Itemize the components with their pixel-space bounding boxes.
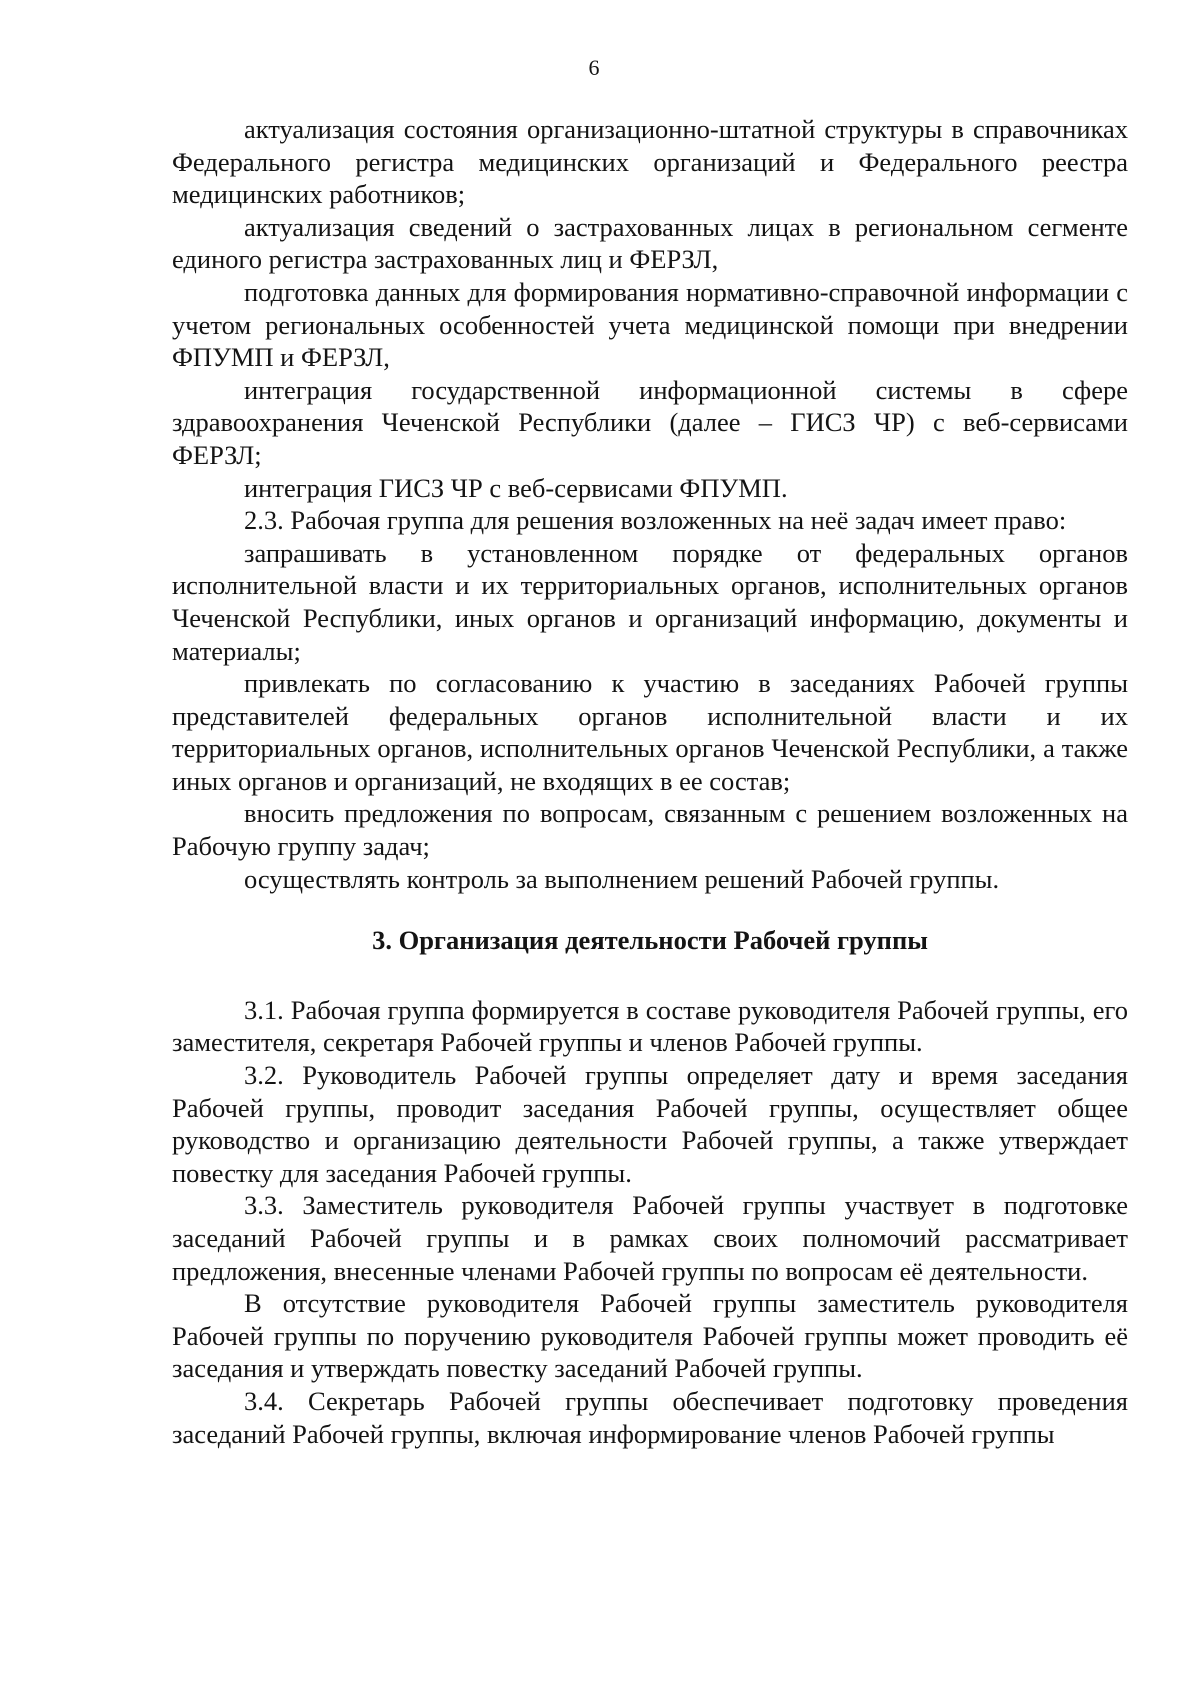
list-item-submit-proposals: вносить предложения по вопросам, связанным с решением возложенных на Рабочую группу задач; xyxy=(172,798,1128,862)
list-item-update-org-structure: актуализация состояния организационно-штатной структуры в справочниках Федерального регистра медицинских организаций и Федерального реестра медицинских работников; xyxy=(172,114,1128,210)
list-item-integration-ferzl: интеграция государственной информационной системы в сфере здравоохранения Чеченской Республики (далее – ГИСЗ ЧР) с веб-сервисами ФЕРЗЛ; xyxy=(172,374,1128,470)
list-item-update-insured-persons: актуализация сведений о застрахованных лицах в региональном сегменте единого регистра застрахованных лиц и ФЕРЗЛ, xyxy=(172,211,1128,275)
clause-3-1: 3.1. Рабочая группа формируется в составе руководителя Рабочей группы, его заместителя, секретаря Рабочей группы и членов Рабочей группы. xyxy=(172,994,1128,1058)
list-item-integration-fpump: интеграция ГИСЗ ЧР с веб-сервисами ФПУМП. xyxy=(244,472,788,503)
clause-3-3: 3.3. Заместитель руководителя Рабочей группы участвует в подготовке заседаний Рабочей группы и в рамках своих полномочий рассматривает предложения, внесенные членами Рабочей группы по вопросам её деятельности. xyxy=(172,1190,1128,1286)
clause-3-4: 3.4. Секретарь Рабочей группы обеспечивает подготовку проведения заседаний Рабочей группы, включая информирование членов Рабочей группы xyxy=(172,1385,1128,1449)
clause-2-3: 2.3. Рабочая группа для решения возложенных на неё задач имеет право: xyxy=(244,505,1067,536)
list-item-monitor-decisions: осуществлять контроль за выполнением решений Рабочей группы. xyxy=(244,863,1000,894)
clause-3-2: 3.2. Руководитель Рабочей группы определяет дату и время заседания Рабочей группы, проводит заседания Рабочей группы, осуществляет общее руководство и организацию деятельности Рабочей группы, а также утверждает повестку для заседания Рабочей группы. xyxy=(172,1060,1128,1188)
list-item-involve-representatives: привлекать по согласованию к участию в заседаниях Рабочей группы представителей федеральных органов исполнительной власти и их территориальных органов, исполнительных органов Чеченской Республики, а также иных органов и организаций, не входящих в ее состав; xyxy=(172,668,1128,796)
clause-3-3-deputy: В отсутствие руководителя Рабочей группы заместитель руководителя Рабочей группы по поручению руководителя Рабочей группы может проводить её заседания и утверждать повестку заседаний Рабочей группы. xyxy=(172,1288,1128,1384)
list-item-request-information: запрашивать в установленном порядке от федеральных органов исполнительной власти и их территориальных органов, исполнительных органов Чеченской Республики, иных органов и организаций информацию, документы и материалы; xyxy=(172,537,1128,666)
section-heading: 3. Организация деятельности Рабочей группы xyxy=(372,925,928,956)
page-number: 6 xyxy=(588,55,600,80)
document-body xyxy=(172,113,1128,1450)
list-item-prepare-reference-data: подготовка данных для формирования нормативно-справочной информации с учетом региональных особенностей учета медицинской помощи при внедрении ФПУМП и ФЕРЗЛ, xyxy=(172,276,1128,373)
